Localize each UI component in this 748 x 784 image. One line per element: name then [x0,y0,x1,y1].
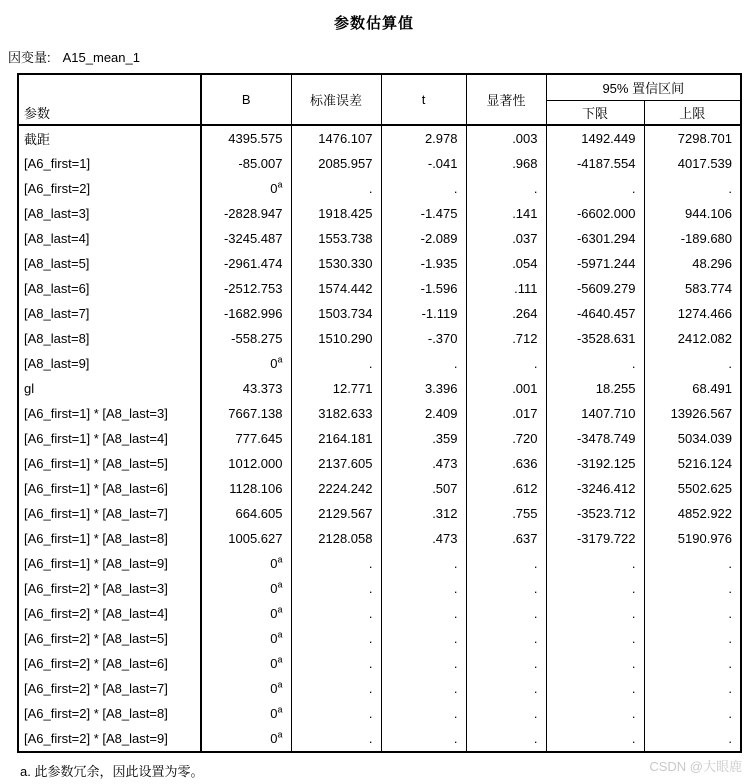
lower-cell: -3528.631 [546,326,644,351]
param-cell: [A6_first=2] * [A8_last=8] [18,701,201,726]
lower-cell: . [546,351,644,376]
sig-cell: .636 [466,451,546,476]
t-cell: -1.596 [381,276,466,301]
se-cell: 2129.567 [291,501,381,526]
dependent-variable-line [8,47,748,66]
param-cell: [A6_first=1] * [A8_last=4] [18,426,201,451]
param-cell: gl [18,376,201,401]
sig-cell: .001 [466,376,546,401]
b-cell: -2512.753 [201,276,291,301]
se-cell: 2164.181 [291,426,381,451]
lower-cell: . [546,551,644,576]
lower-cell: -6602.000 [546,201,644,226]
lower-cell: . [546,176,644,201]
param-cell: [A6_first=1] * [A8_last=6] [18,476,201,501]
footnote-marker: a [277,354,283,365]
upper-cell: 5216.124 [644,451,741,476]
se-cell: 1918.425 [291,201,381,226]
table-row [18,251,741,276]
upper-cell: 4852.922 [644,501,741,526]
b-cell: -3245.487 [201,226,291,251]
se-cell: 1574.442 [291,276,381,301]
table-row [18,226,741,251]
dependent-variable-label: 因变量: [8,50,51,65]
table-row [18,351,741,376]
footnote-marker: a [277,629,283,640]
t-cell: -1.119 [381,301,466,326]
table-row [18,276,741,301]
se-cell: . [291,601,381,626]
table-row [18,201,741,226]
table-row [18,576,741,601]
upper-cell: . [644,726,741,752]
sig-cell: . [466,676,546,701]
dependent-variable-value: A15_mean_1 [62,50,140,65]
se-cell: . [291,676,381,701]
t-cell: .473 [381,451,466,476]
upper-cell: 944.106 [644,201,741,226]
upper-cell: 5034.039 [644,426,741,451]
lower-cell: 18.255 [546,376,644,401]
table-row [18,551,741,576]
upper-cell: 13926.567 [644,401,741,426]
b-cell: 43.373 [201,376,291,401]
sig-cell: .755 [466,501,546,526]
sig-cell: .612 [466,476,546,501]
b-cell: -85.007 [201,151,291,176]
b-cell: -2828.947 [201,201,291,226]
lower-cell: . [546,601,644,626]
t-cell: .312 [381,501,466,526]
se-cell: . [291,551,381,576]
sig-cell: . [466,726,546,752]
footnote-marker: a [277,704,283,715]
b-cell: 1012.000 [201,451,291,476]
lower-cell: . [546,576,644,601]
table-row [18,701,741,726]
upper-cell: . [644,676,741,701]
param-cell: 截距 [18,125,201,151]
table-row [18,476,741,501]
param-cell: [A6_first=2] * [A8_last=7] [18,676,201,701]
watermark: CSDN @大眼鹿 [649,759,742,774]
sig-cell: .017 [466,401,546,426]
se-cell: 2128.058 [291,526,381,551]
table-row [18,326,741,351]
table-row [18,176,741,201]
upper-cell: 48.296 [644,251,741,276]
table-row [18,426,741,451]
table-row [18,451,741,476]
t-cell: . [381,676,466,701]
b-cell: 1128.106 [201,476,291,501]
param-cell: [A6_first=1] * [A8_last=7] [18,501,201,526]
upper-cell: 2412.082 [644,326,741,351]
param-cell: [A8_last=3] [18,201,201,226]
lower-cell: 1407.710 [546,401,644,426]
table-footnote: a. 此参数冗余，因此设置为零。 [20,764,204,779]
table-row [18,125,741,151]
lower-cell: 1492.449 [546,125,644,151]
footnote-marker: a [277,729,283,740]
lower-cell: -4187.554 [546,151,644,176]
t-cell: .507 [381,476,466,501]
se-cell: 1476.107 [291,125,381,151]
t-cell: -.370 [381,326,466,351]
upper-cell: . [644,651,741,676]
sig-cell: . [466,651,546,676]
param-cell: [A6_first=1] * [A8_last=5] [18,451,201,476]
b-cell: 4395.575 [201,125,291,151]
param-cell: [A6_first=1] * [A8_last=3] [18,401,201,426]
lower-cell: -6301.294 [546,226,644,251]
t-cell: . [381,551,466,576]
se-cell: 2224.242 [291,476,381,501]
page-title: 参数估算值 [333,15,414,32]
t-cell: . [381,726,466,752]
table-row [18,501,741,526]
upper-cell: 5190.976 [644,526,741,551]
sig-cell: . [466,601,546,626]
footnote-marker: a [277,654,283,665]
b-cell: -558.275 [201,326,291,351]
lower-cell: -3192.125 [546,451,644,476]
upper-cell: . [644,701,741,726]
t-cell: . [381,601,466,626]
upper-cell: . [644,601,741,626]
b-cell: 0$^a$ [201,676,291,701]
b-cell: 0$^a$ [201,176,291,201]
sig-cell: .037 [466,226,546,251]
sig-cell: . [466,701,546,726]
lower-cell: -5609.279 [546,276,644,301]
upper-cell: 583.774 [644,276,741,301]
b-cell: 0$^a$ [201,701,291,726]
param-cell: [A6_first=1] * [A8_last=8] [18,526,201,551]
b-cell: 0$^a$ [201,601,291,626]
t-cell: . [381,351,466,376]
column-header-b: B [201,74,291,125]
se-cell: 1510.290 [291,326,381,351]
table-row [18,601,741,626]
b-cell: 0$^a$ [201,351,291,376]
b-cell: 0$^a$ [201,726,291,752]
upper-cell: . [644,626,741,651]
footnote-marker: a [277,604,283,615]
lower-cell: -3179.722 [546,526,644,551]
column-header-parameter: 参数 [18,74,201,125]
t-cell: . [381,576,466,601]
t-cell: . [381,626,466,651]
table-body [18,125,741,752]
param-cell: [A8_last=9] [18,351,201,376]
lower-cell: . [546,626,644,651]
t-cell: .473 [381,526,466,551]
upper-cell: . [644,176,741,201]
upper-cell: -189.680 [644,226,741,251]
lower-cell: -3523.712 [546,501,644,526]
param-cell: [A8_last=8] [18,326,201,351]
se-cell: . [291,576,381,601]
table-row [18,401,741,426]
table-row [18,626,741,651]
b-cell: -1682.996 [201,301,291,326]
t-cell: 2.978 [381,125,466,151]
param-cell: [A6_first=2] * [A8_last=4] [18,601,201,626]
param-cell: [A8_last=7] [18,301,201,326]
t-cell: -1.475 [381,201,466,226]
footnote-marker: a [277,554,283,565]
sig-cell: .003 [466,125,546,151]
se-cell: . [291,351,381,376]
sig-cell: . [466,576,546,601]
param-cell: [A6_first=2] [18,176,201,201]
lower-cell: . [546,651,644,676]
param-cell: [A6_first=2] * [A8_last=5] [18,626,201,651]
t-cell: . [381,176,466,201]
t-cell: . [381,651,466,676]
se-cell: 12.771 [291,376,381,401]
t-cell: 2.409 [381,401,466,426]
param-cell: [A6_first=2] * [A8_last=6] [18,651,201,676]
b-cell: 0$^a$ [201,576,291,601]
param-cell: [A6_first=2] * [A8_last=3] [18,576,201,601]
lower-cell: -5971.244 [546,251,644,276]
lower-cell: -3478.749 [546,426,644,451]
sig-cell: .264 [466,301,546,326]
upper-cell: 4017.539 [644,151,741,176]
upper-cell: 5502.625 [644,476,741,501]
param-cell: [A8_last=6] [18,276,201,301]
se-cell: 2085.957 [291,151,381,176]
upper-cell: 68.491 [644,376,741,401]
b-cell: 777.645 [201,426,291,451]
upper-cell: 1274.466 [644,301,741,326]
column-header-ci-upper: 上限 [644,100,741,125]
column-header-sig: 显著性 [466,74,546,125]
sig-cell: .968 [466,151,546,176]
column-header-std-error: 标准误差 [291,74,381,125]
b-cell: 0$^a$ [201,626,291,651]
sig-cell: .720 [466,426,546,451]
sig-cell: . [466,551,546,576]
lower-cell: -3246.412 [546,476,644,501]
table-row [18,301,741,326]
se-cell: 3182.633 [291,401,381,426]
upper-cell: . [644,576,741,601]
se-cell: . [291,176,381,201]
b-cell: -2961.474 [201,251,291,276]
se-cell: . [291,701,381,726]
upper-cell: . [644,551,741,576]
param-cell: [A8_last=5] [18,251,201,276]
table-row [18,651,741,676]
b-cell: 1005.627 [201,526,291,551]
lower-cell: . [546,726,644,752]
lower-cell: . [546,701,644,726]
se-cell: 1503.734 [291,301,381,326]
b-cell: 0$^a$ [201,551,291,576]
sig-cell: .637 [466,526,546,551]
column-header-ci-lower: 下限 [546,100,644,125]
b-cell: 0$^a$ [201,651,291,676]
t-cell: .359 [381,426,466,451]
upper-cell: . [644,351,741,376]
table-row [18,676,741,701]
b-cell: 664.605 [201,501,291,526]
t-cell: 3.396 [381,376,466,401]
se-cell: . [291,651,381,676]
table-row [18,151,741,176]
param-cell: [A6_first=1] [18,151,201,176]
se-cell: 2137.605 [291,451,381,476]
footnote-marker: a [277,679,283,690]
t-cell: . [381,701,466,726]
sig-cell: . [466,626,546,651]
param-cell: [A6_first=2] * [A8_last=9] [18,726,201,752]
footnote-marker: a [277,179,283,190]
t-cell: -.041 [381,151,466,176]
sig-cell: .111 [466,276,546,301]
table-row [18,726,741,752]
param-cell: [A6_first=1] * [A8_last=9] [18,551,201,576]
footnote-marker: a [277,579,283,590]
se-cell: . [291,726,381,752]
lower-cell: -4640.457 [546,301,644,326]
table-row [18,376,741,401]
sig-cell: . [466,176,546,201]
column-header-t: t [381,74,466,125]
sig-cell: .054 [466,251,546,276]
se-cell: 1530.330 [291,251,381,276]
parameter-estimates-table [17,73,742,753]
sig-cell: .141 [466,201,546,226]
sig-cell: .712 [466,326,546,351]
se-cell: 1553.738 [291,226,381,251]
param-cell: [A8_last=4] [18,226,201,251]
sig-cell: . [466,351,546,376]
table-header [18,74,741,125]
b-cell: 7667.138 [201,401,291,426]
lower-cell: . [546,676,644,701]
t-cell: -1.935 [381,251,466,276]
column-header-confidence-interval: 95% 置信区间 [546,74,741,100]
t-cell: -2.089 [381,226,466,251]
se-cell: . [291,626,381,651]
upper-cell: 7298.701 [644,125,741,151]
table-row [18,526,741,551]
